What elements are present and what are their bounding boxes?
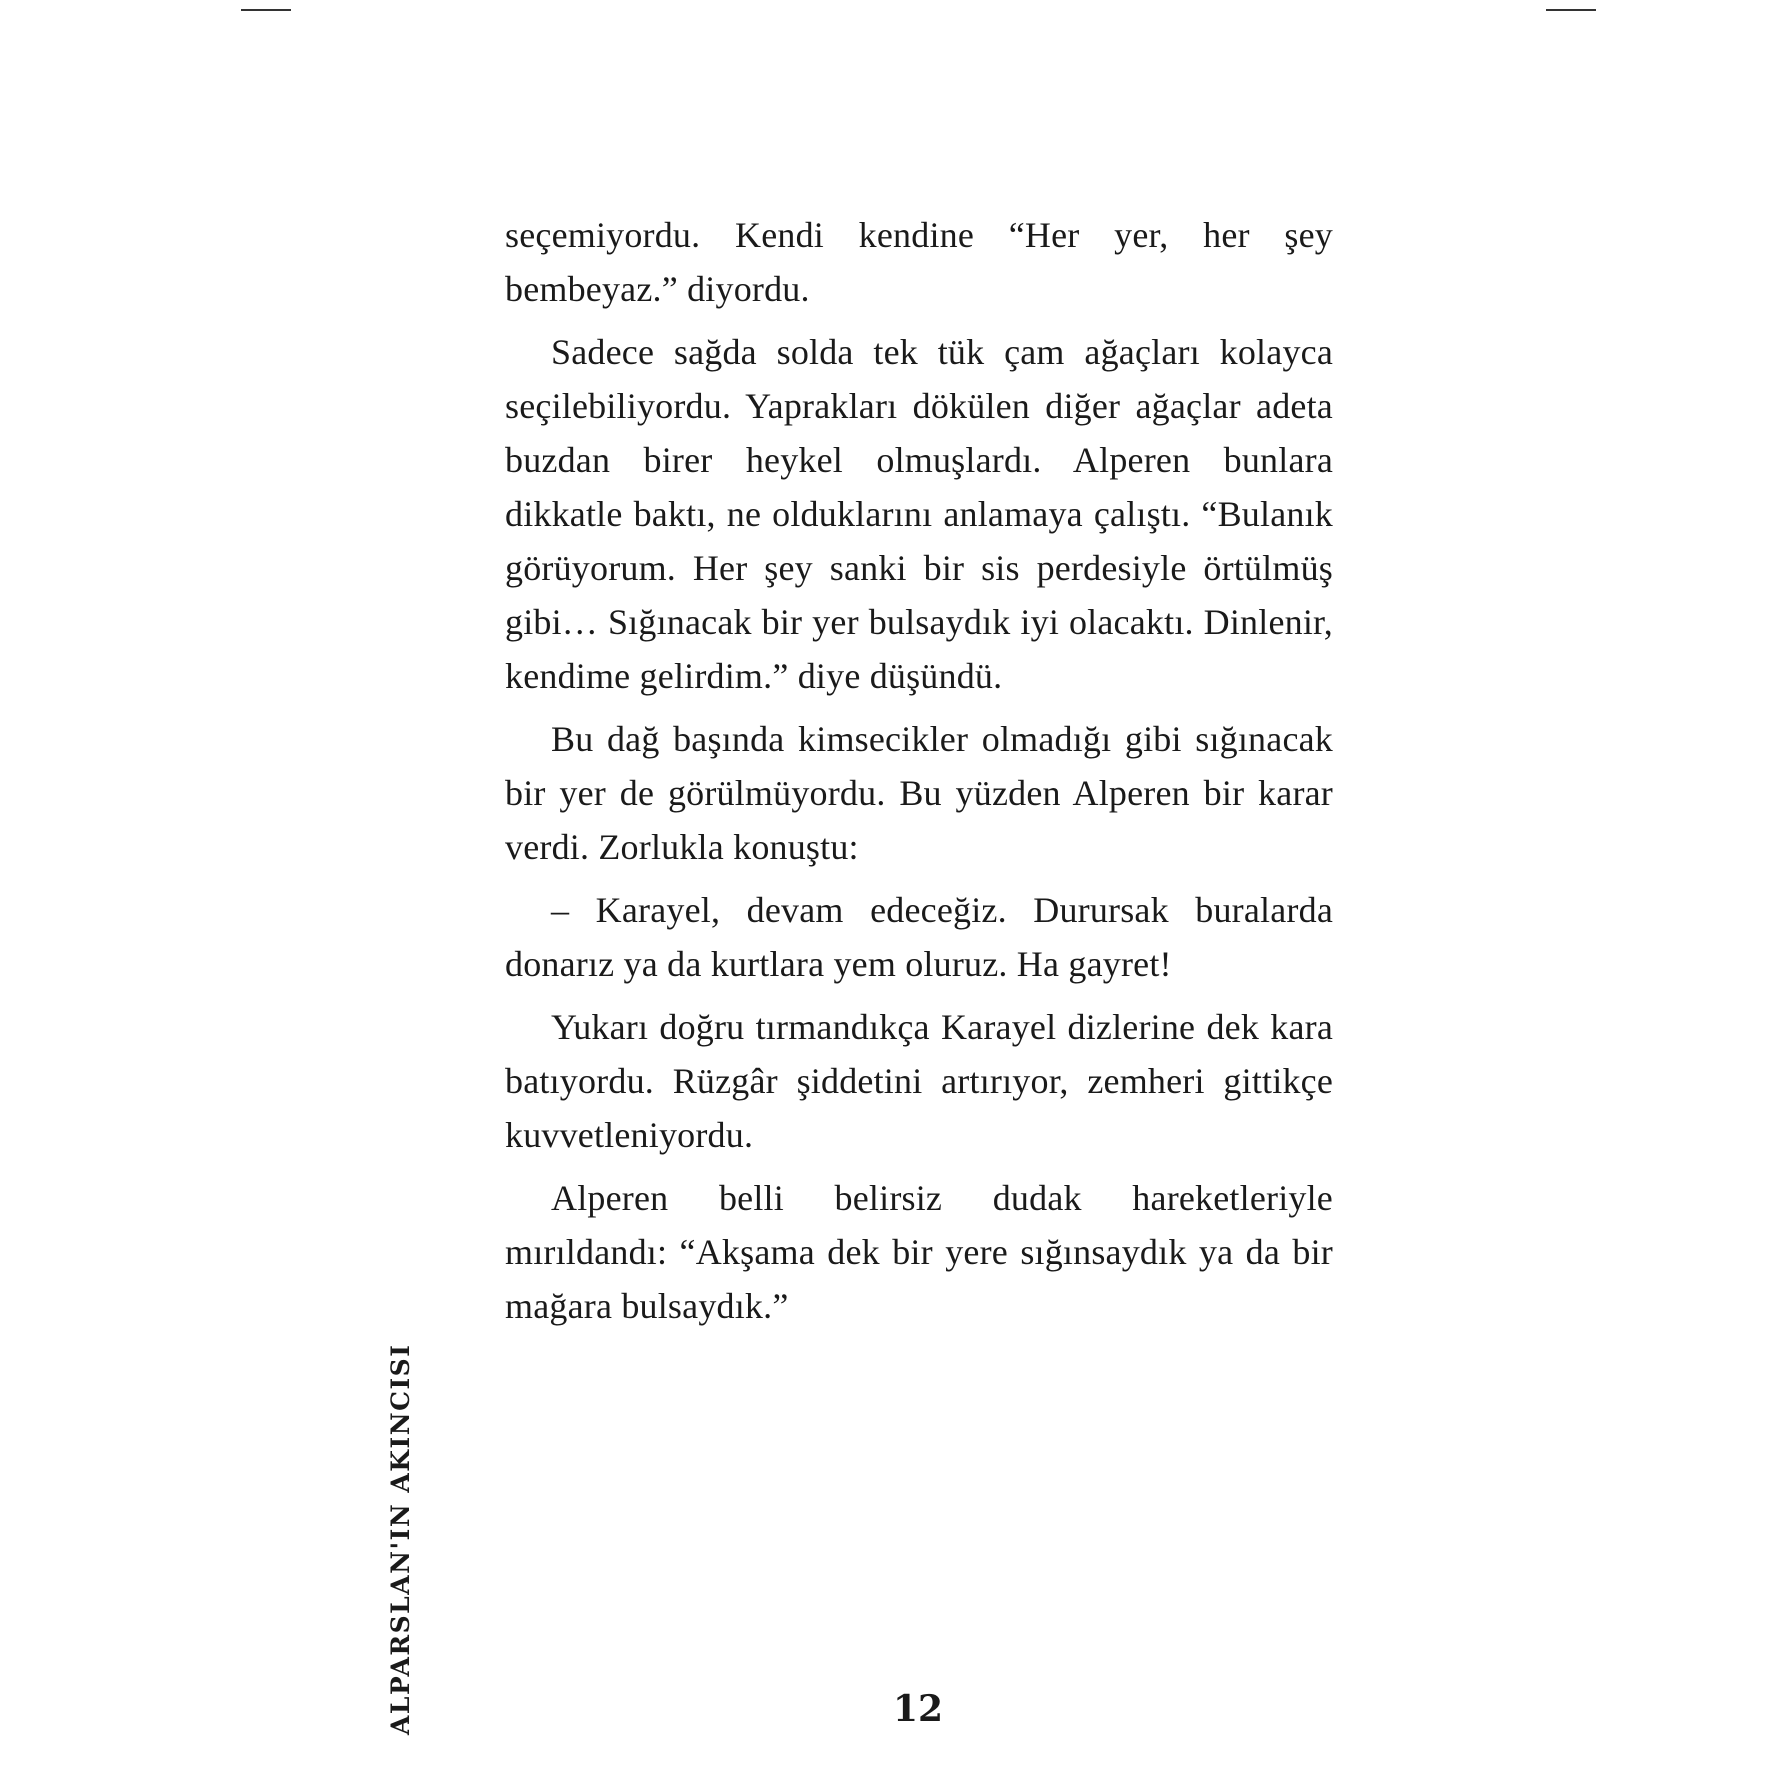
paragraph-3: Bu dağ başında kimsecikler olmadığı gibi sığınacak bir yer de görülmüyordu. Bu yüzden Alperen bir karar verdi. Zorlukla konuştu: — [505, 719, 1333, 867]
running-title: ALPARSLAN'IN AKINCISI — [386, 1343, 415, 1735]
page-number: 12 — [892, 1688, 944, 1730]
paragraph-4-dialogue: – Karayel, devam edeceğiz. Durursak buralarda donarız ya da kurtlara yem oluruz. Ha gayret! — [505, 890, 1333, 984]
paragraph-5: Yukarı doğru tırmandıkça Karayel dizlerine dek kara batıyordu. Rüzgâr şiddetini artırıyor, zemheri gittikçe kuvvetleniyordu. — [505, 1007, 1333, 1155]
paragraph-2: Sadece sağda solda tek tük çam ağaçları kolayca seçilebiliyordu. Yaprakları dökülen diğer ağaçlar adeta buzdan birer heykel olmuşlardı. Alperen bunlara dikkatle baktı, ne olduklarını anlamaya çalıştı. “Bulanık görüyorum. Her şey sanki bir sis perdesiyle örtülmüş gibi… Sığınacak bir yer bulsaydık iyi olacaktı. Dinlenir, kendime gelirdim.” diye düşündü. — [505, 332, 1333, 696]
crop-mark-right — [1546, 9, 1596, 11]
body-text — [505, 208, 1333, 1342]
crop-mark-left — [241, 9, 291, 11]
paragraph-6: Alperen belli belirsiz dudak hareketleriyle mırıldandı: “Akşama dek bir yere sığınsaydık ya da bir mağara bulsaydık.” — [505, 1178, 1333, 1326]
paragraph-1: seçemiyordu. Kendi kendine “Her yer, her şey bembeyaz.” diyordu. — [505, 215, 1333, 309]
